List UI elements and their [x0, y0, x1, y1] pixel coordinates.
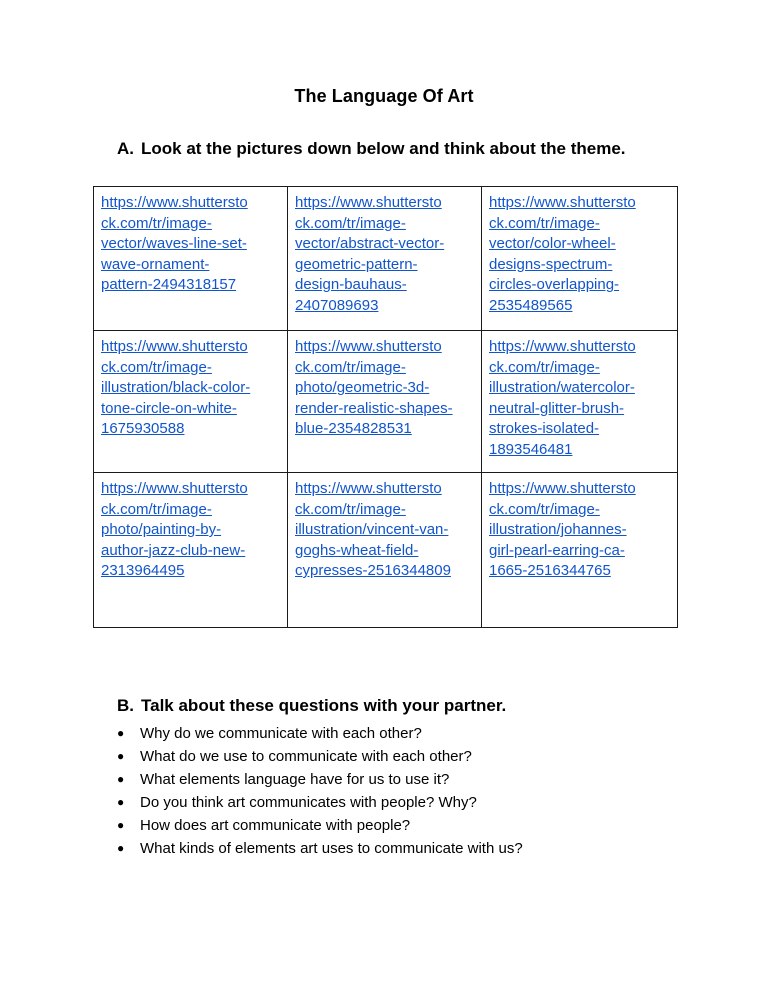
link-line: ck.com/tr/image-: [101, 358, 212, 376]
question-text: Why do we communicate with each other?: [140, 725, 422, 742]
link-line: ck.com/tr/image-: [295, 358, 406, 376]
image-link[interactable]: [101, 193, 281, 296]
link-line: circles-overlapping-: [489, 276, 620, 293]
link-line: vector/waves-line-set-: [101, 235, 247, 252]
link-line: photo/geometric-3d-: [295, 379, 430, 396]
list-item: [117, 745, 523, 768]
table-cell: [288, 187, 482, 331]
table-cell: [482, 473, 678, 628]
link-line: https://www.shuttersto: [489, 194, 636, 211]
section-a-text: Look at the pictures down below and think about the theme.: [141, 139, 626, 158]
link-line: https://www.shuttersto: [295, 480, 442, 497]
link-line: photo/painting-by-: [101, 521, 222, 538]
question-text: What kinds of elements art uses to communicate with us?: [140, 840, 523, 857]
image-link[interactable]: [295, 479, 475, 582]
link-line: neutral-glitter-brush-: [489, 399, 625, 417]
link-line: tone-circle-on-white-: [101, 399, 237, 417]
section-a-heading: [117, 139, 626, 159]
link-line: illustration/black-color-: [101, 379, 251, 396]
section-a-marker: A.: [117, 139, 134, 158]
table-cell: [94, 473, 288, 628]
table-row: [94, 331, 678, 473]
table-row: [94, 187, 678, 331]
section-b-marker: B.: [117, 696, 134, 715]
link-line: vector/abstract-vector-: [295, 235, 445, 252]
bullet-icon: ●: [117, 726, 125, 740]
image-link[interactable]: [101, 337, 281, 440]
question-text: Do you think art communicates with people? Why?: [140, 794, 477, 811]
link-line: https://www.shuttersto: [295, 338, 442, 355]
table-cell: [482, 331, 678, 473]
link-line: vector/color-wheel-: [489, 235, 616, 252]
image-link[interactable]: [489, 193, 671, 316]
link-line: 1675930588: [101, 420, 185, 437]
table-cell: [94, 331, 288, 473]
page-title: The Language Of Art: [294, 86, 474, 106]
table-cell: [288, 473, 482, 628]
image-links-table: [93, 186, 678, 628]
link-line: https://www.shuttersto: [489, 480, 636, 497]
link-line: https://www.shuttersto: [295, 194, 442, 211]
list-item: [117, 837, 523, 860]
list-item: [117, 814, 523, 837]
link-line: 1665-2516344765: [489, 562, 611, 579]
link-line: ck.com/tr/image-: [295, 500, 406, 518]
discussion-questions-list: [117, 722, 523, 860]
link-line: 2407089693: [295, 296, 379, 314]
link-line: wave-ornament-: [101, 255, 210, 273]
bullet-icon: ●: [117, 841, 125, 855]
link-line: cypresses-2516344809: [295, 562, 451, 579]
link-line: render-realistic-shapes-: [295, 399, 453, 417]
list-item: [117, 768, 523, 791]
link-line: goghs-wheat-field-: [295, 541, 419, 559]
bullet-icon: ●: [117, 795, 125, 809]
link-line: blue-2354828531: [295, 420, 412, 437]
bullet-icon: ●: [117, 749, 125, 763]
link-line: ck.com/tr/image-: [489, 358, 600, 376]
image-link[interactable]: [489, 479, 671, 582]
table-cell: [94, 187, 288, 331]
link-line: ck.com/tr/image-: [295, 214, 406, 232]
link-line: https://www.shuttersto: [101, 194, 248, 211]
link-line: illustration/johannes-: [489, 521, 627, 538]
link-line: author-jazz-club-new-: [101, 541, 246, 559]
question-text: What elements language have for us to use it?: [140, 771, 450, 788]
link-line: 2313964495: [101, 562, 185, 579]
link-line: https://www.shuttersto: [101, 338, 248, 355]
section-b-text: Talk about these questions with your partner.: [141, 696, 507, 715]
link-line: illustration/vincent-van-: [295, 521, 449, 538]
table-cell: [288, 331, 482, 473]
link-line: girl-pearl-earring-ca-: [489, 541, 625, 559]
image-link[interactable]: [489, 337, 671, 460]
table-row: [94, 473, 678, 628]
list-item: [117, 722, 523, 745]
link-line: ck.com/tr/image-: [101, 500, 212, 518]
list-item: [117, 791, 523, 814]
question-text: How does art communicate with people?: [140, 817, 411, 834]
section-b-heading: [117, 696, 506, 716]
image-link[interactable]: [101, 479, 281, 582]
bullet-icon: ●: [117, 818, 125, 832]
link-line: strokes-isolated-: [489, 420, 600, 437]
link-line: https://www.shuttersto: [489, 338, 636, 355]
link-line: 1893546481: [489, 440, 573, 458]
bullet-icon: ●: [117, 772, 125, 786]
link-line: geometric-pattern-: [295, 255, 418, 273]
link-line: ck.com/tr/image-: [489, 214, 600, 232]
question-text: What do we use to communicate with each other?: [140, 748, 472, 765]
image-link[interactable]: [295, 193, 475, 316]
link-line: pattern-2494318157: [101, 276, 237, 293]
link-line: https://www.shuttersto: [101, 480, 248, 497]
image-link[interactable]: [295, 337, 475, 440]
link-line: ck.com/tr/image-: [489, 500, 600, 518]
link-line: designs-spectrum-: [489, 255, 613, 273]
table-cell: [482, 187, 678, 331]
link-line: design-bauhaus-: [295, 276, 407, 293]
link-line: ck.com/tr/image-: [101, 214, 212, 232]
link-line: illustration/watercolor-: [489, 379, 635, 396]
link-line: 2535489565: [489, 296, 573, 314]
